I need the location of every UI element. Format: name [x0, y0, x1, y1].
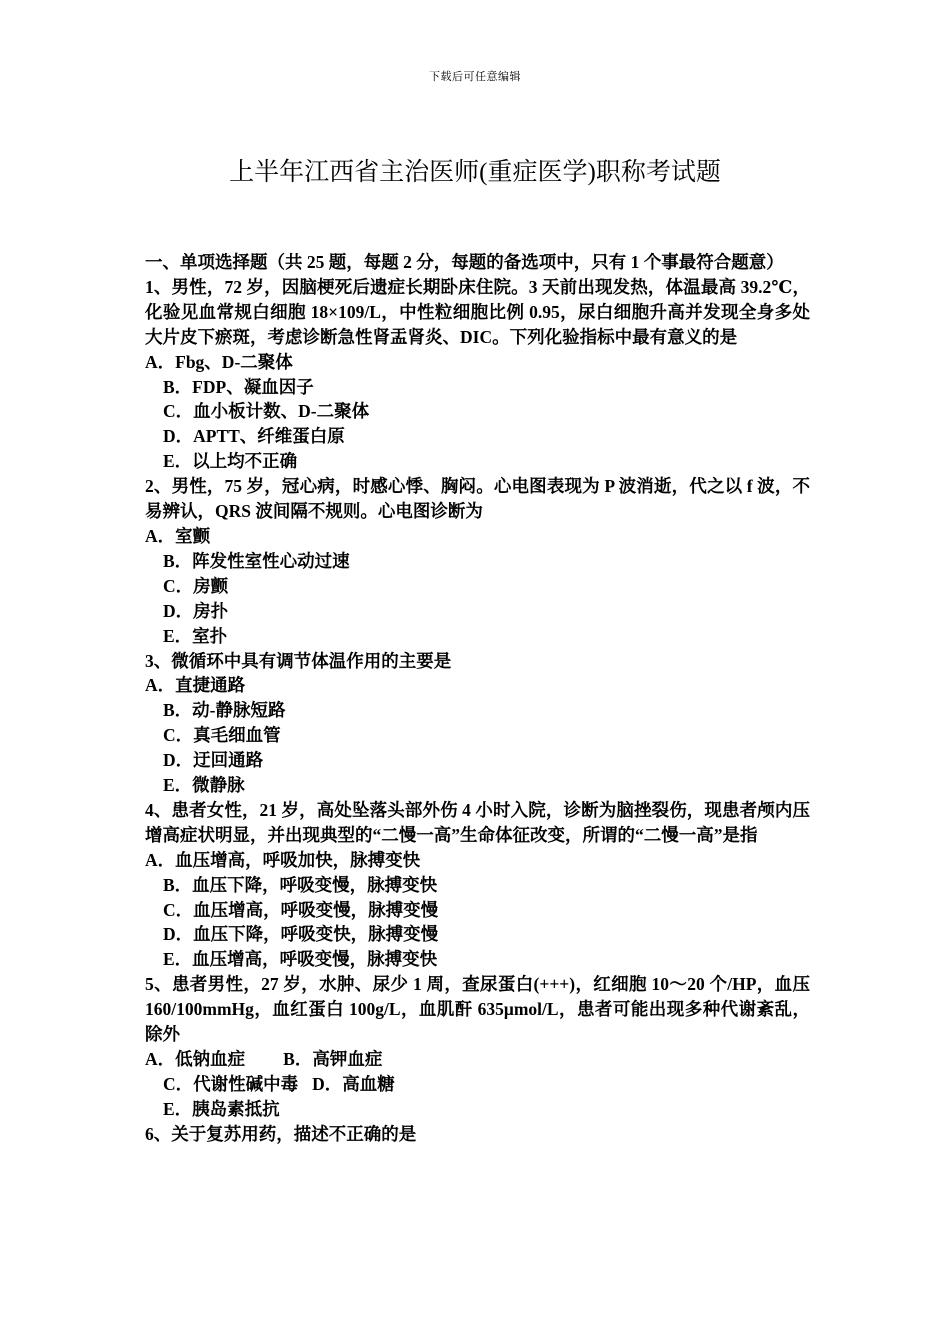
question-4-option-a: A．血压增高，呼吸加快，脉搏变快: [145, 849, 421, 870]
question-5-option-e: E．胰岛素抵抗: [163, 1098, 280, 1119]
question-4-stem: 4、患者女性，21 岁，高处坠落头部外伤 4 小时入院，诊断为脑挫裂伤，现患者颅内压增高症状明显，并出现典型的“二慢一高”生命体征改变，所谓的“二慢一高”是指: [145, 799, 810, 845]
question-5-options-row-1: [145, 1047, 810, 1072]
question-6-stem: 6、关于复苏用药，描述不正确的是: [145, 1123, 417, 1144]
question-5-options-row-2: [145, 1072, 810, 1097]
section-heading: 一、单项选择题（共 25 题，每题 2 分，每题的备选项中，只有 1 个事最符合题意）: [145, 252, 784, 272]
question-1-option-d: D．APTT、纤维蛋白原: [163, 426, 345, 447]
question-1-option-b: B．FDP、凝血因子: [163, 376, 314, 397]
question-2-option-e: E．室扑: [163, 625, 228, 646]
header-note: 下载后可任意编辑: [429, 71, 521, 83]
question-5-option-b: B．高钾血症: [283, 1049, 383, 1069]
question-2-option-b: B．阵发性室性心动过速: [163, 550, 350, 571]
document-body: [145, 250, 810, 1147]
question-4-option-c: C．血压增高，呼吸变慢，脉搏变慢: [163, 899, 439, 920]
question-4-option-b: B．血压下降，呼吸变慢，脉搏变快: [163, 874, 438, 895]
document-title: 上半年江西省主治医师(重症医学)职称考试题: [229, 159, 721, 186]
question-3-option-a: A．直捷通路: [145, 675, 246, 696]
question-5-option-c: C．代谢性碱中毒: [163, 1073, 299, 1094]
question-3-option-d: D．迂回通路: [163, 750, 264, 771]
question-3-stem: 3、微循环中具有调节体温作用的主要是: [145, 650, 452, 671]
question-2-option-d: D．房扑: [163, 600, 229, 621]
question-5-option-a: A．低钠血症: [145, 1049, 246, 1069]
question-4-option-d: D．血压下降，呼吸变快，脉搏变慢: [163, 924, 439, 945]
question-4-option-e: E．血压增高，呼吸变慢，脉搏变快: [163, 949, 438, 970]
question-3-option-c: C．真毛细血管: [163, 725, 281, 746]
question-1-option-e: E．以上均不正确: [163, 451, 298, 472]
question-1-option-a: A．Fbg、D-二聚体: [145, 351, 293, 372]
question-2-option-c: C．房颤: [163, 575, 229, 596]
question-1-option-c: C．血小板计数、D-二聚体: [163, 401, 370, 422]
question-5-option-d: D．高血糖: [312, 1073, 395, 1094]
question-1-stem: 1、男性，72 岁，因脑梗死后遗症长期卧床住院。3 天前出现发热，体温最高 39.2℃，化验见血常规白细胞 18×109/L，中性粒细胞比例 0.95，尿白细胞升高并发现全身多处大片皮下瘀斑，考虑诊断急性肾盂肾炎、DIC。下列化验指标中最有意义的是: [145, 276, 810, 347]
question-5-stem: 5、患者男性，27 岁，水肿、尿少 1 周，查尿蛋白(+++)，红细胞 10～20 个/HP，血压 160/100mmHg，血红蛋白 100g/L，血肌酐 635μmol/L，患者可能出现多种代谢紊乱，除外: [145, 974, 810, 1045]
question-2-stem: 2、男性，75 岁，冠心病，时感心悸、胸闷。心电图表现为 P 波消逝，代之以 f 波，不易辨认，QRS 波间隔不规则。心电图诊断为: [145, 476, 810, 522]
question-3-option-b: B．动-静脉短路: [163, 700, 286, 721]
question-3-option-e: E．微静脉: [163, 775, 245, 796]
question-2-option-a: A．室颤: [145, 525, 211, 546]
